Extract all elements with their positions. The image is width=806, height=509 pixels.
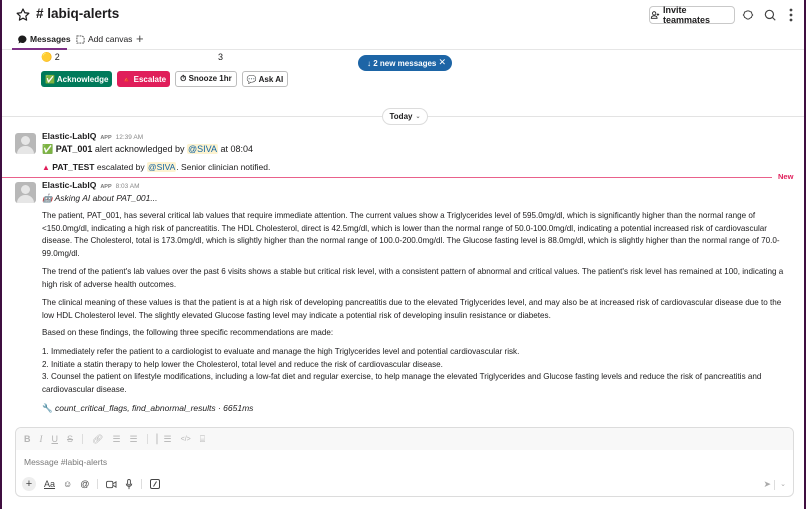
- red-triangle-icon: ▲: [42, 163, 50, 172]
- message-composer: [15, 427, 794, 497]
- send-icon[interactable]: ➤: [763, 479, 771, 489]
- underline-icon[interactable]: U: [51, 434, 58, 444]
- reaction-yellow[interactable]: [41, 52, 60, 63]
- patient-id: PAT_001: [55, 144, 93, 154]
- ai-paragraph-4: [42, 327, 787, 340]
- recommendations-list: [42, 346, 787, 396]
- today-label: Today: [389, 112, 413, 121]
- timestamp[interactable]: 8:03 AM: [115, 183, 140, 190]
- avatar[interactable]: [15, 182, 36, 203]
- asking-ai-line: 🤖 Asking AI about PAT_001...: [42, 193, 158, 203]
- video-icon[interactable]: [106, 480, 117, 489]
- ack-text: alert acknowledged by: [92, 144, 187, 154]
- person-add-icon: [650, 10, 660, 20]
- link-icon[interactable]: 🔗︎: [92, 433, 104, 444]
- channel-tabs: [2, 32, 804, 50]
- paragraph-text: The trend of the patient's lab values over the past 6 visits shows a stable but critical risk level, with a consistent pattern of abnormal and critical values. The patient's risk level has remained at 100, indicating a high risk of adverse health outcomes.: [42, 267, 784, 289]
- strikethrough-icon[interactable]: S: [67, 434, 74, 444]
- emoji-icon[interactable]: ☺: [63, 479, 73, 489]
- ai-paragraph-3: [42, 297, 787, 322]
- blockquote-icon[interactable]: ▏☰: [156, 433, 172, 444]
- channel-header: [2, 0, 804, 32]
- tools-footer: [42, 403, 253, 414]
- recommendation-item: 2. Initiate a statin therapy to help lower the Cholesterol, total level and reduce the risk of cardiovascular disease.: [42, 359, 443, 369]
- invite-label: Invite teammates: [663, 5, 711, 25]
- canvas-icon: [76, 35, 85, 44]
- code-block-icon[interactable]: ⌸: [199, 433, 206, 444]
- search-icon[interactable]: [761, 6, 779, 24]
- bullet-list-icon[interactable]: ☰: [129, 433, 138, 444]
- tab-messages-label: Messages: [30, 34, 71, 44]
- recommendation-item: 1. Immediately refer the patient to a cardiologist to evaluate and manage the high Triglycerides level and potential cardiovascular risk.: [42, 347, 520, 356]
- slash-command-icon[interactable]: [150, 479, 160, 489]
- tools-footer-text: count_critical_flags, find_abnormal_results · 6651ms: [54, 403, 254, 413]
- patient-id: PAT_TEST: [52, 162, 95, 172]
- mention-siva[interactable]: @SIVA: [147, 162, 176, 172]
- bold-icon[interactable]: B: [24, 434, 31, 444]
- ai-paragraph-2: [42, 266, 787, 291]
- paragraph-text: Based on these findings, the following three specific recommendations are made:: [42, 328, 334, 337]
- new-messages-pill[interactable]: [358, 55, 452, 71]
- ordered-list-icon[interactable]: ☰: [112, 433, 121, 444]
- wrench-icon: 🔧: [42, 403, 53, 413]
- italic-icon[interactable]: I: [39, 434, 43, 444]
- code-icon[interactable]: </>: [180, 435, 191, 443]
- ask-ai-button[interactable]: 💬 Ask AI: [242, 71, 289, 87]
- date-divider-today[interactable]: [382, 108, 428, 125]
- huddle-icon[interactable]: [739, 6, 757, 24]
- new-messages-label: ↓ 2 new messages: [367, 58, 437, 68]
- close-icon[interactable]: ✕: [438, 57, 446, 67]
- snooze-button[interactable]: ⏱ Snooze 1hr: [175, 71, 237, 87]
- ack-time-text: at 08:04: [217, 144, 253, 154]
- send-separator: [774, 480, 775, 490]
- escalate-tail-text: . Senior clinician notified.: [176, 162, 271, 172]
- app-badge: APP: [100, 135, 112, 141]
- text-format-icon[interactable]: Aa: [44, 479, 56, 489]
- microphone-icon[interactable]: [125, 479, 133, 490]
- alert-action-buttons: [41, 71, 288, 87]
- new-marker-label: New: [778, 172, 794, 181]
- mention-icon[interactable]: @: [80, 479, 90, 489]
- check-icon: ✅: [42, 144, 54, 154]
- escalate-text: escalated by: [94, 162, 147, 172]
- new-messages-divider: [2, 177, 772, 178]
- star-icon[interactable]: [15, 7, 31, 23]
- message-input[interactable]: Message #labiq-alerts: [24, 457, 108, 467]
- ai-paragraph-1: [42, 210, 787, 260]
- add-tab-plus-icon[interactable]: +: [136, 31, 144, 46]
- ack-line: [42, 144, 253, 155]
- chevron-down-icon: ⌄: [415, 114, 421, 120]
- timestamp[interactable]: 12:39 AM: [115, 134, 144, 141]
- tab-messages[interactable]: [18, 34, 71, 44]
- send-options-chevron-icon[interactable]: ⌄: [780, 481, 786, 488]
- formatting-toolbar: [16, 428, 793, 450]
- tab-add-canvas[interactable]: [76, 34, 132, 44]
- message-header: [42, 180, 140, 190]
- sender-name[interactable]: Elastic-LabIQ: [42, 180, 97, 190]
- message-bubble-icon: [18, 35, 27, 44]
- message-header: [42, 131, 143, 141]
- channel-title[interactable]: # labiq-alerts: [36, 6, 120, 21]
- escalate-button[interactable]: 🔺 Escalate: [117, 71, 170, 87]
- paragraph-text: The clinical meaning of these values is that the patient is at a high risk of developing pancreatitis due to the elevated Triglycerides level, and may also be at increased risk of cardiovascular disease due to the low HDL Cholesterol level. The slightly elevated Glucose fasting level may indicate a potential risk of developing insulin resistance or diabetes.: [42, 298, 782, 320]
- composer-actions: [22, 477, 160, 491]
- reaction-count-3: 3: [218, 52, 224, 62]
- paragraph-text: The patient, PAT_001, has several critical lab values that require immediate attention. The current values show a Triglycerides level of 595.0mg/dl, which is significantly higher than the normal range of <150.0mg/dl, indicating a high risk of pancreatitis. The HDL Cholesterol, direct is 42.5mg/dl, which is lower than the normal range of 50.0-100.0mg/dl, indicating a potential increased risk of cardiovascular disease. The Cholesterol, total is 173.0mg/dl, which is slightly higher than the normal range of 100.0-200.0mg/dl. The Glucose fasting level is 88.0mg/dl, which is slightly higher than the normal range of 70.0-99.0mg/dl.: [42, 211, 780, 258]
- reaction-count: 2: [54, 52, 60, 62]
- invite-teammates-button[interactable]: [649, 6, 735, 24]
- attach-plus-icon[interactable]: +: [22, 477, 36, 491]
- recommendation-item: 3. Counsel the patient on lifestyle modifications, including a low-fat diet and regular exercise, to help manage the elevated Triglycerides and Glucose fasting levels and reduce the risk of pancreatitis and cardiovascular disease.: [42, 372, 762, 394]
- more-options-icon[interactable]: [782, 6, 800, 24]
- avatar[interactable]: [15, 133, 36, 154]
- yellow-circle-icon: 🟡: [41, 52, 53, 62]
- mention-siva[interactable]: @SIVA: [187, 144, 217, 154]
- app-badge: APP: [100, 184, 112, 190]
- tab-add-canvas-label: Add canvas: [88, 34, 133, 44]
- acknowledge-button[interactable]: ✅ Acknowledge: [41, 71, 112, 87]
- sender-name[interactable]: Elastic-LabIQ: [42, 131, 97, 141]
- escalate-line: [42, 162, 270, 172]
- active-tab-indicator: [12, 48, 67, 50]
